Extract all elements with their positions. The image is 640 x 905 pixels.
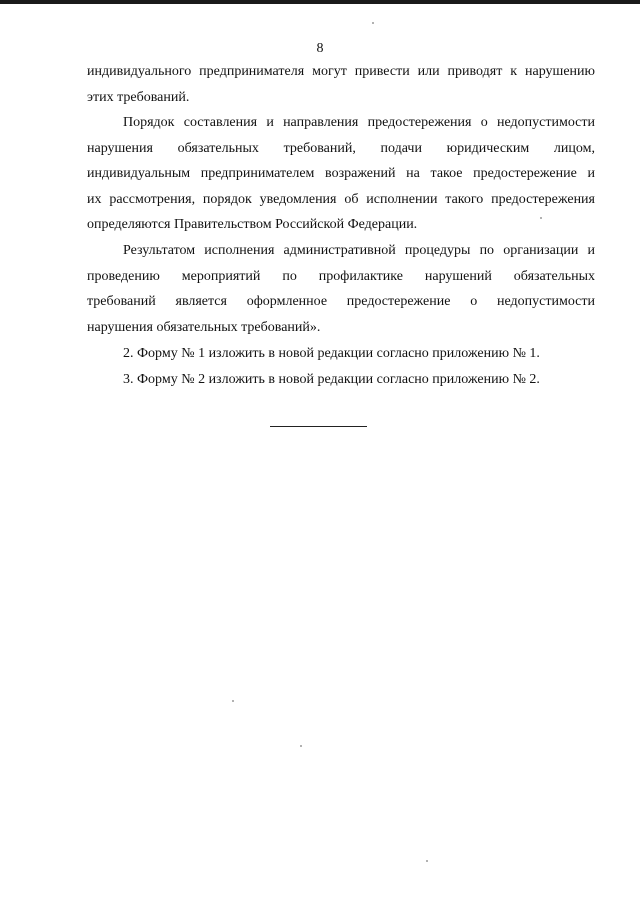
text-line: Результатом исполнения административной процедуры по организации и: [123, 243, 595, 258]
text-line: нарушения обязательных требований, подачи юридическим лицом,: [87, 140, 595, 156]
scan-speck: [232, 700, 234, 702]
page-number: 8: [316, 41, 324, 56]
scan-speck: [540, 217, 542, 219]
paragraph-procedure-result: [87, 238, 595, 340]
text-line: нарушения обязательных требований».: [87, 319, 321, 335]
scan-speck: [300, 745, 302, 747]
scan-top-edge: [0, 0, 640, 4]
list-item-form-2: [87, 367, 595, 393]
text-line: требований является оформленное предостережение о недопустимости: [87, 294, 595, 310]
text-line: 3. Форму № 2 изложить в новой редакции согласно приложению № 2.: [123, 372, 540, 387]
end-separator-line: [270, 426, 367, 427]
text-line: определяются Правительством Российской Федерации.: [87, 217, 418, 233]
paragraph-continuation: [87, 59, 595, 110]
scan-speck: [372, 22, 374, 24]
text-line: индивидуального предпринимателя могут привести или приводят к нарушению: [87, 64, 595, 79]
list-item-form-1: [87, 341, 595, 367]
text-line: их рассмотрения, порядок уведомления об исполнении такого предостережения: [87, 191, 595, 207]
text-line: индивидуальным предпринимателем возражений на такое предостережение и: [87, 166, 595, 182]
paragraph-warning-procedure: [87, 110, 595, 238]
text-line: 2. Форму № 1 изложить в новой редакции согласно приложению № 1.: [123, 346, 540, 361]
text-line: этих требований.: [87, 89, 190, 105]
text-line: Порядок составления и направления предостережения о недопустимости: [123, 115, 595, 130]
scan-speck: [426, 860, 428, 862]
text-line: проведению мероприятий по профилактике нарушений обязательных: [87, 268, 595, 284]
